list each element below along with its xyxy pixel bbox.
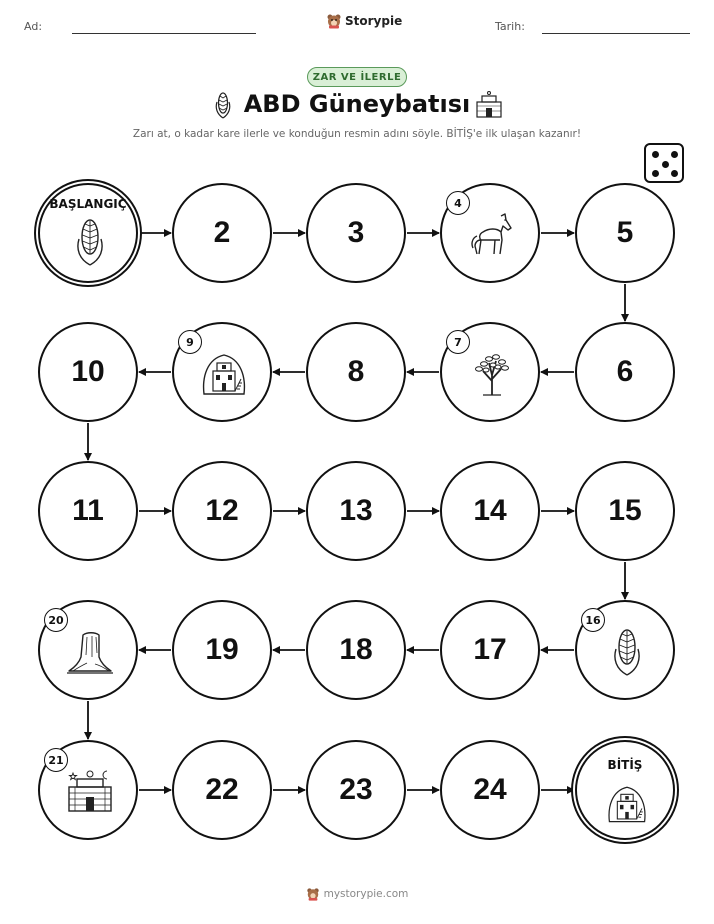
footer: [0, 887, 714, 901]
footer-url[interactable]: mystorypie.com: [323, 888, 409, 900]
board-space-18[interactable]: [306, 600, 406, 700]
brand-name: Storypie: [345, 14, 403, 28]
game-type-badge: ZAR VE İLERLE: [307, 67, 407, 87]
date-label: Tarih:: [495, 20, 525, 33]
board-space-11[interactable]: [38, 461, 138, 561]
space-number-tag: 16: [581, 608, 605, 632]
space-number: 14: [473, 494, 507, 527]
board-space-15[interactable]: [575, 461, 675, 561]
board-space-17[interactable]: [440, 600, 540, 700]
cliff-dwelling-icon: [605, 782, 649, 826]
tree-icon: [467, 349, 517, 399]
instructions: Zarı at, o kadar kare ilerle ve konduğun resmin adını söyle. BİTİŞ'e ilk ulaşan kazanır!: [132, 128, 582, 140]
start-space[interactable]: [38, 183, 138, 283]
board-space-5[interactable]: [575, 183, 675, 283]
board-space-12[interactable]: [172, 461, 272, 561]
space-number: 19: [205, 633, 239, 666]
corn-icon: [602, 627, 652, 677]
space-number-tag: 9: [178, 330, 202, 354]
corn-icon: [65, 217, 115, 267]
board-space-24[interactable]: [440, 740, 540, 840]
space-number-tag: 4: [446, 191, 470, 215]
board-space-23[interactable]: [306, 740, 406, 840]
space-number: 12: [205, 494, 239, 527]
board-space-19[interactable]: [172, 600, 272, 700]
space-number: 13: [339, 494, 373, 527]
space-number: 11: [72, 494, 104, 527]
space-number-tag: 7: [446, 330, 470, 354]
board-space-3[interactable]: [306, 183, 406, 283]
start-label: BAŞLANGIÇ: [49, 197, 127, 211]
space-number: 6: [616, 355, 634, 388]
pueblo-icon: [65, 767, 115, 817]
finish-label: BİTİŞ: [607, 758, 643, 772]
space-number: 8: [347, 355, 365, 388]
space-number: 3: [347, 216, 365, 249]
page-title: ABD Güneybatısı: [243, 90, 471, 118]
finish-space[interactable]: [575, 740, 675, 840]
board-space-14[interactable]: [440, 461, 540, 561]
space-number: 5: [616, 216, 634, 249]
cliff-dwelling-icon: [199, 349, 249, 399]
space-number: 17: [473, 633, 507, 666]
horse-icon: [467, 210, 517, 260]
board-space-10[interactable]: [38, 322, 138, 422]
board-space-6[interactable]: [575, 322, 675, 422]
space-number: 18: [339, 633, 373, 666]
space-number: 10: [71, 355, 105, 388]
board-space-8[interactable]: [306, 322, 406, 422]
butte-icon: [65, 627, 115, 677]
board-space-2[interactable]: [172, 183, 272, 283]
space-number: 2: [213, 216, 231, 249]
name-label: Ad:: [24, 20, 43, 33]
board-space-13[interactable]: [306, 461, 406, 561]
bear-logo-icon: [306, 887, 320, 901]
board-space-22[interactable]: [172, 740, 272, 840]
space-number-tag: 21: [44, 748, 68, 772]
space-number: 23: [339, 773, 373, 806]
space-number: 15: [608, 494, 642, 527]
space-number-tag: 20: [44, 608, 68, 632]
space-number: 22: [205, 773, 239, 806]
space-number: 24: [473, 773, 507, 806]
